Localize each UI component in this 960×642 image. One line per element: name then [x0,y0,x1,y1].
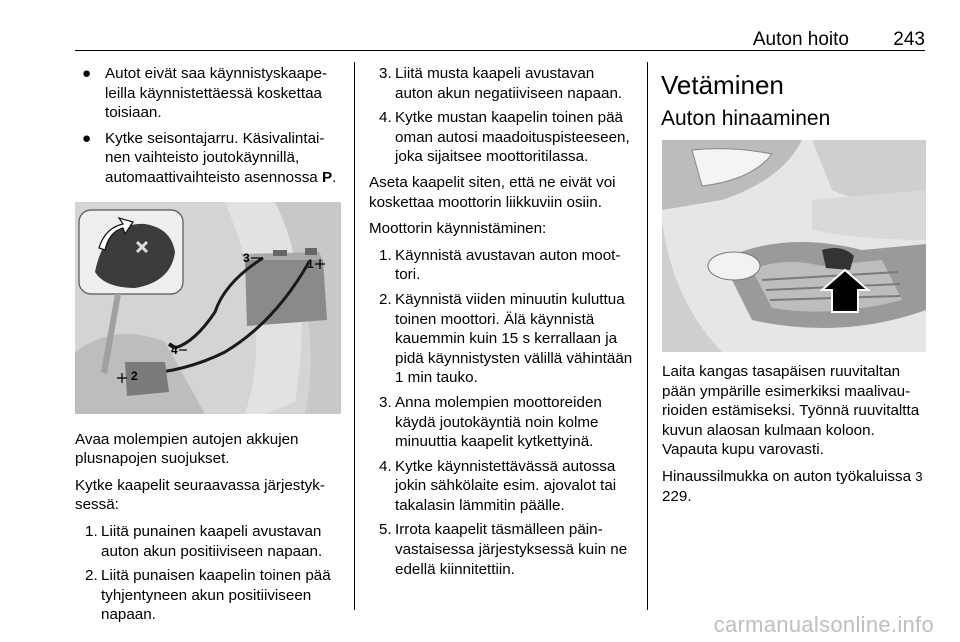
item-number: 2. [85,567,98,585]
item-text: Käynnistä viiden minuutin kuluttua toinen moottori. Älä käynnistä kauemmin kuin 15 s kerrallaan ja pidä käynnistysten välillä vähintään 1 min tauko. [395,290,633,387]
column-divider-right [647,62,648,610]
column-middle [369,64,633,585]
item-number: 1. [85,522,98,540]
column-right [662,64,928,513]
label-4: 4 [171,342,178,357]
page-reference-icon: 3 [915,468,923,484]
bullet-icon: ● [82,129,92,147]
list-item [369,393,633,452]
bullet-list [75,64,341,188]
bullet-text: Autot eivät saa käynnistyskaapeleilla käynnistettäessä koskettaa toisiaan. [105,65,328,122]
bullet-item [75,64,341,123]
page-number: 243 [893,29,925,50]
item-text: Irrota kaapelit täsmälleen päinvastaisessa järjestyksessä kuin ne edellä kiinnitettiin. [395,521,628,578]
item-text: Liitä musta kaapeli avustavan auton akun negatiiviseen napaan. [395,65,623,102]
list-item [369,64,633,103]
item-text: Käynnistä avustavan auton moottori. [395,246,621,284]
item-number: 4. [379,457,392,475]
item-number: 2. [379,290,392,308]
list-item [369,290,633,388]
label-3: 3 [243,250,250,265]
paragraph: Aseta kaapelit siten, että ne eivät voi koskettaa moottorin liikkuviin osiin. [369,173,616,211]
item-number: 3. [379,65,392,82]
list-item [369,108,633,167]
bullet-text-end: . [332,168,337,186]
car-front-hood-illustration [662,140,926,352]
list-item [369,520,633,579]
jump-start-battery-illustration [75,202,341,414]
subsection-heading: Auton hinaaminen [661,107,831,130]
watermark-text: carmanualsonline.info [713,612,934,637]
paragraph [662,467,928,506]
paragraph: Laita kangas tasapäisen ruuvitaltan pään ympärille esimerkiksi maalivaurioiden estämiseksi. Työnnä ruuvitaltta kuvun alaosan kulmaan koloon. Vapauta kupu varovasti. [662,363,920,459]
bullet-item [75,129,341,188]
running-header [75,26,925,51]
list-item [75,566,341,625]
label-1: 1 [307,256,314,271]
item-text: Anna molempien moottoreiden käydä joutokäyntiä noin kolme minuuttia kaapelit kytkettyinä. [395,393,602,451]
item-text: Liitä punainen kaapeli avustavan auton akun positiiviseen napaan. [101,522,323,560]
section-heading: Vetäminen [661,70,784,100]
item-number: 4. [379,109,392,127]
bullet-text: Kytke seisontajarru. Käsivalintainen vaihteisto joutokäynnillä, automaattivaihteisto asennossa [105,129,325,186]
paragraph: Kytke kaapelit seuraavassa järjestyksessä: [75,476,325,514]
item-number: 3. [379,393,392,411]
page-reference-link[interactable]: 229. [662,487,692,505]
numbered-list [369,246,633,580]
paragraph: Avaa molempien autojen akkujen plusnapojen suojukset. [75,430,299,468]
list-item [75,522,341,561]
gear-position-letter: P [321,168,333,186]
list-item [369,246,633,285]
numbered-list [369,64,633,167]
item-number: 5. [379,521,392,539]
car-front-drawing [662,140,926,352]
numbered-list [75,522,341,625]
battery-cables-drawing [75,202,341,414]
paragraph: Moottorin käynnistäminen: [369,220,547,238]
item-text: Kytke käynnistettävässä autossa jokin sähkölaite esim. ajovalot tai takalasin lämmitin päälle. [395,457,617,514]
item-text: Kytke mustan kaapelin toinen pää oman autosi maadoituspisteeseen, joka sijaitsee moottoritilassa. [395,109,630,166]
item-text: Liitä punaisen kaapelin toinen pää tyhjentyneen akun positiiviseen napaan. [101,567,331,624]
column-left [75,64,341,631]
section-title: Auton hoito [752,29,849,50]
bullet-icon: ● [82,65,92,82]
list-item [369,457,633,516]
paragraph-text: Hinaussilmukka on auton työkaluissa [662,467,916,485]
label-2: 2 [131,368,138,383]
column-divider-left [354,62,355,610]
item-number: 1. [379,246,392,264]
